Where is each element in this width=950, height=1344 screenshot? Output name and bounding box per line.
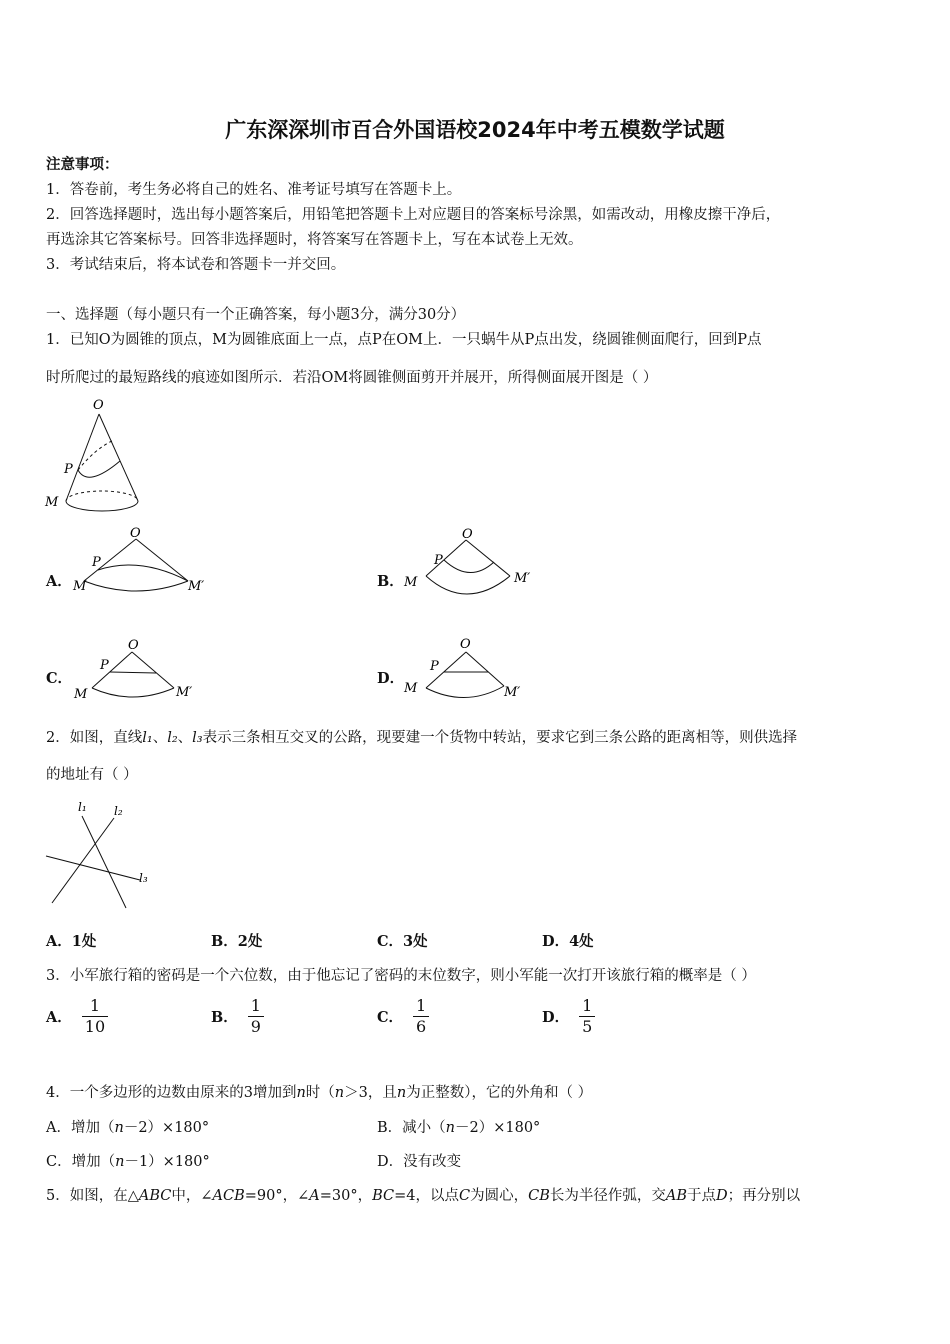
q2-lines-figure	[44, 798, 159, 913]
notice-item-3: 3．考试结束后，将本试卷和答题卡一并交回。	[46, 257, 346, 273]
svg-text:P: P	[92, 555, 101, 570]
q3-option-a: A． $\frac{1}{10}$	[46, 997, 108, 1036]
q2-line1: 2．如图，直线l₁、l₂、l₃表示三条相互交叉的公路，现要建一个货物中转站，要求它到三条公路的距离相等，则供选择	[46, 730, 798, 746]
notice-item-2-cont: 再选涂其它答案标号。回答非选择题时，将答案写在答题卡上，写在本试卷上无效。	[46, 232, 583, 248]
svg-text:l₃: l₃	[139, 871, 148, 885]
svg-text:M′: M′	[188, 579, 205, 594]
notice-heading: 注意事项：	[46, 156, 119, 173]
svg-text:M: M	[404, 575, 418, 590]
q4-option-c: C．增加（n－1）×180°	[46, 1154, 210, 1170]
q1-option-b-figure	[400, 524, 540, 600]
q4-option-b: B．减小（n－2）×180°	[377, 1120, 541, 1136]
notice-item-1: 1．答卷前，考生务必将自己的姓名、准考证号填写在答题卡上。	[46, 182, 462, 198]
svg-text:M′: M′	[176, 685, 193, 700]
svg-text:M: M	[73, 579, 87, 594]
q1-option-d-label: D．	[377, 670, 405, 687]
q2-option-c: C．3处	[377, 933, 428, 950]
q1-option-a-label: A．	[46, 573, 72, 590]
q4-text: 4．一个多边形的边数由原来的3增加到n时（n＞3，且n为正整数），它的外角和（ ）	[46, 1085, 593, 1101]
svg-text:P: P	[434, 553, 443, 568]
svg-text:P: P	[430, 659, 439, 674]
q1-option-b-label: B．	[377, 573, 404, 590]
svg-text:M: M	[404, 681, 418, 696]
label-P: P	[64, 462, 73, 477]
svg-text:O: O	[128, 638, 139, 653]
q1-option-d-figure	[400, 634, 540, 706]
q1-option-a-figure	[70, 526, 210, 598]
label-M: M	[45, 495, 59, 510]
page-title: 广东深深圳市百合外国语校2024年中考五模数学试题	[225, 118, 725, 142]
svg-text:O: O	[462, 527, 473, 542]
svg-text:O: O	[130, 526, 141, 541]
svg-text:M′: M′	[504, 685, 521, 700]
q1-option-c-figure	[70, 636, 210, 706]
q3-option-d: D． $\frac{1}{5}$	[542, 997, 595, 1036]
q4-option-d: D．没有改变	[377, 1154, 462, 1170]
q1-line1: 1．已知O为圆锥的顶点，M为圆锥底面上一点，点P在OM上．一只蜗牛从P点出发，绕圆锥侧面爬行，回到P点	[46, 332, 762, 348]
q3-option-c: C． $\frac{1}{6}$	[377, 997, 429, 1036]
cone-figure	[40, 395, 150, 520]
svg-text:l₁: l₁	[78, 800, 87, 814]
svg-text:M: M	[74, 687, 88, 702]
q4-option-a: A．增加（n－2）×180°	[46, 1120, 210, 1136]
svg-text:l₂: l₂	[114, 804, 123, 818]
notice-item-2: 2．回答选择题时，选出每小题答案后，用铅笔把答题卡上对应题目的答案标号涂黑，如需改动，用橡皮擦干净后，	[46, 207, 781, 223]
svg-text:M′: M′	[514, 571, 531, 586]
q2-option-d: D．4处	[542, 933, 594, 950]
q1-line2: 时所爬过的最短路线的痕迹如图所示．若沿OM将圆锥侧面剪开并展开，所得侧面展开图是（ ）	[46, 370, 658, 386]
q2-line2: 的地址有（ ）	[46, 767, 138, 783]
q2-option-b: B．2处	[211, 933, 263, 950]
q3-option-b: B． $\frac{1}{9}$	[211, 997, 264, 1036]
q1-option-c-label: C．	[46, 670, 73, 687]
q3-text: 3．小军旅行箱的密码是一个六位数，由于他忘记了密码的末位数字，则小军能一次打开该旅行箱的概率是（ ）	[46, 968, 756, 984]
section-heading: 一、选择题（每小题只有一个正确答案，每小题3分，满分30分）	[46, 307, 466, 323]
q2-option-a: A．1处	[46, 933, 97, 950]
svg-text:O: O	[460, 637, 471, 652]
q5-line1: 5．如图，在△ABC中，∠ACB=90°，∠A=30°，BC=4，以点C为圆心，CB长为半径作弧，交AB于点D；再分别以	[46, 1188, 801, 1204]
label-O: O	[93, 398, 104, 413]
svg-text:P: P	[100, 658, 109, 673]
